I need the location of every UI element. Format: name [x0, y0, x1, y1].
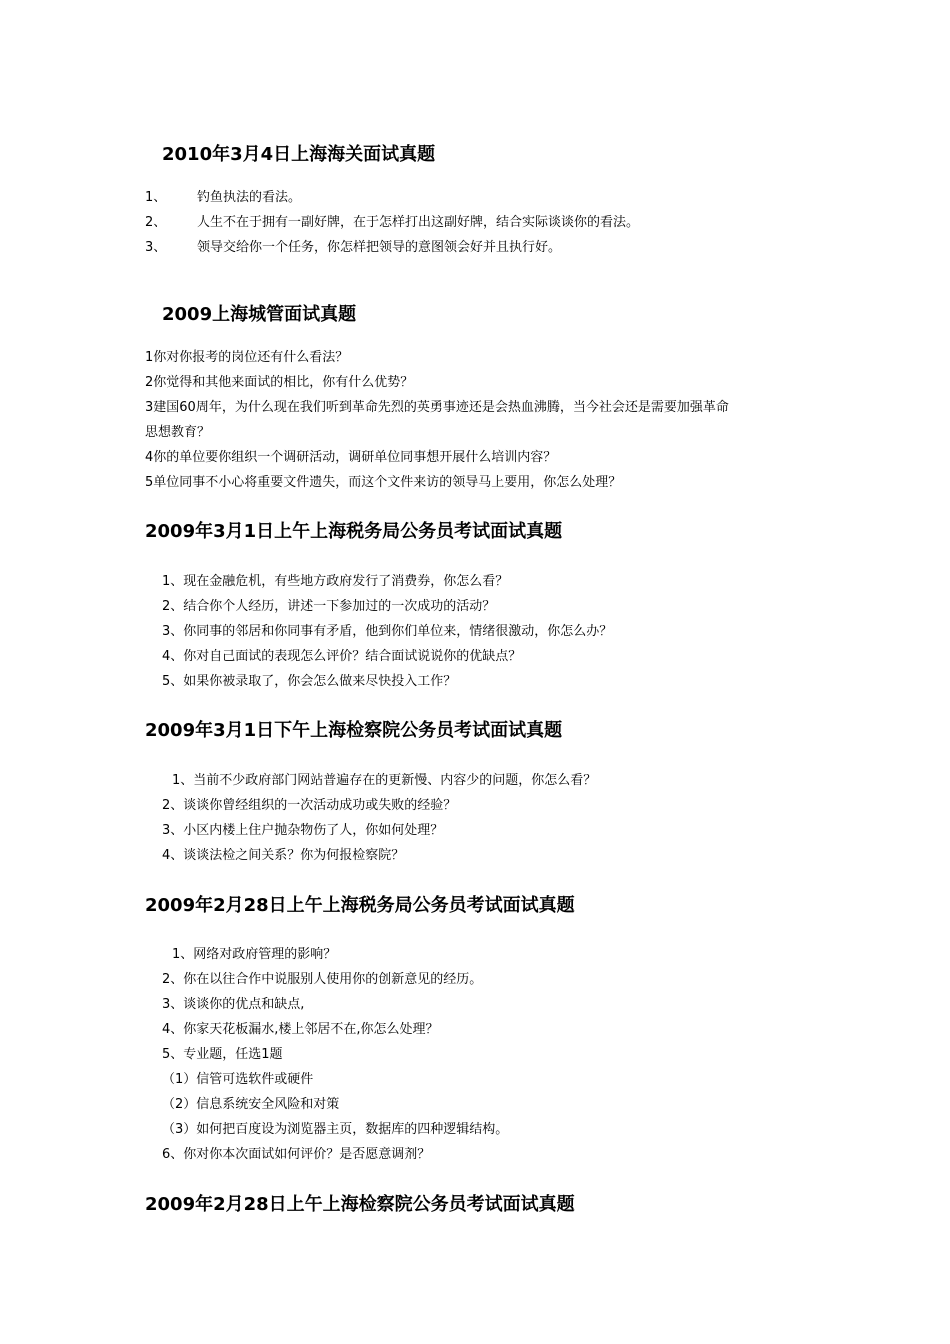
question-line: 5单位同事不小心将重要文件遗失，而这个文件来访的领导马上要用，你怎么处理？ [145, 475, 622, 490]
sub-question-line: （2）信息系统安全风险和对策 [162, 1097, 340, 1112]
section-title-procuratorate-0228: 2009年2月28日上午上海检察院公务员考试面试真题 [145, 1194, 575, 1215]
sub-question-line: （1）信管可选软件或硬件 [162, 1072, 314, 1087]
question-text: 领导交给你一个任务，你怎样把领导的意图领会好并且执行好。 [197, 240, 562, 255]
question-line: 1、网络对政府管理的影响？ [172, 947, 337, 962]
section-title-tax-bureau-0301: 2009年3月1日上午上海税务局公务员考试面试真题 [145, 521, 563, 542]
question-line: 2你觉得和其他来面试的相比，你有什么优势？ [145, 375, 414, 390]
question-line: 2、谈谈你曾经组织的一次活动成功或失败的经验？ [162, 798, 457, 813]
item-number: 3、 [145, 240, 167, 255]
question-line: 6、你对你本次面试如何评价？是否愿意调剂？ [162, 1147, 431, 1162]
section-title-customs-2010: 2010年3月4日上海海关面试真题 [162, 144, 436, 165]
question-line: 2、你在以往合作中说服别人使用你的创新意见的经历。 [162, 972, 483, 987]
question-line: 3、你同事的邻居和你同事有矛盾，他到你们单位来，情绪很激动，你怎么办？ [162, 624, 613, 639]
question-line: 3建国60周年，为什么现在我们听到革命先烈的英勇事迹还是会热血沸腾，当今社会还是需要加强革命 [145, 400, 729, 415]
question-text: 人生不在于拥有一副好牌，在于怎样打出这副好牌，结合实际谈谈你的看法。 [197, 215, 640, 230]
question-line: 4、你对自己面试的表现怎么评价？结合面试说说你的优缺点？ [162, 649, 522, 664]
question-line: 思想教育？ [145, 425, 211, 440]
question-line: 3、谈谈你的优点和缺点, [162, 997, 305, 1012]
section-title-tax-bureau-0228: 2009年2月28日上午上海税务局公务员考试面试真题 [145, 895, 575, 916]
question-line: 1你对你报考的岗位还有什么看法？ [145, 350, 349, 365]
question-line: 4、谈谈法检之间关系？你为何报检察院？ [162, 848, 405, 863]
question-line: 1、现在金融危机，有些地方政府发行了消费券，你怎么看？ [162, 574, 509, 589]
item-number: 1、 [145, 190, 167, 205]
sub-question-line: （3）如何把百度设为浏览器主页，数据库的四种逻辑结构。 [162, 1122, 509, 1137]
question-line: 4你的单位要你组织一个调研活动，调研单位同事想开展什么培训内容？ [145, 450, 557, 465]
question-line: 2、结合你个人经历，讲述一下参加过的一次成功的活动？ [162, 599, 496, 614]
item-number: 2、 [145, 215, 167, 230]
question-line: 3、小区内楼上住户抛杂物伤了人，你如何处理？ [162, 823, 444, 838]
question-text: 钓鱼执法的看法。 [197, 190, 302, 205]
question-line: 1、当前不少政府部门网站普遍存在的更新慢、内容少的问题，你怎么看？ [172, 773, 597, 788]
question-line: 4、你家天花板漏水,楼上邻居不在,你怎么处理？ [162, 1022, 439, 1037]
question-line: 5、专业题，任选1题 [162, 1047, 283, 1062]
section-title-procuratorate-0301: 2009年3月1日下午上海检察院公务员考试面试真题 [145, 720, 563, 741]
question-line: 5、如果你被录取了，你会怎么做来尽快投入工作？ [162, 674, 457, 689]
section-title-urban-management-2009: 2009上海城管面试真题 [162, 304, 357, 325]
